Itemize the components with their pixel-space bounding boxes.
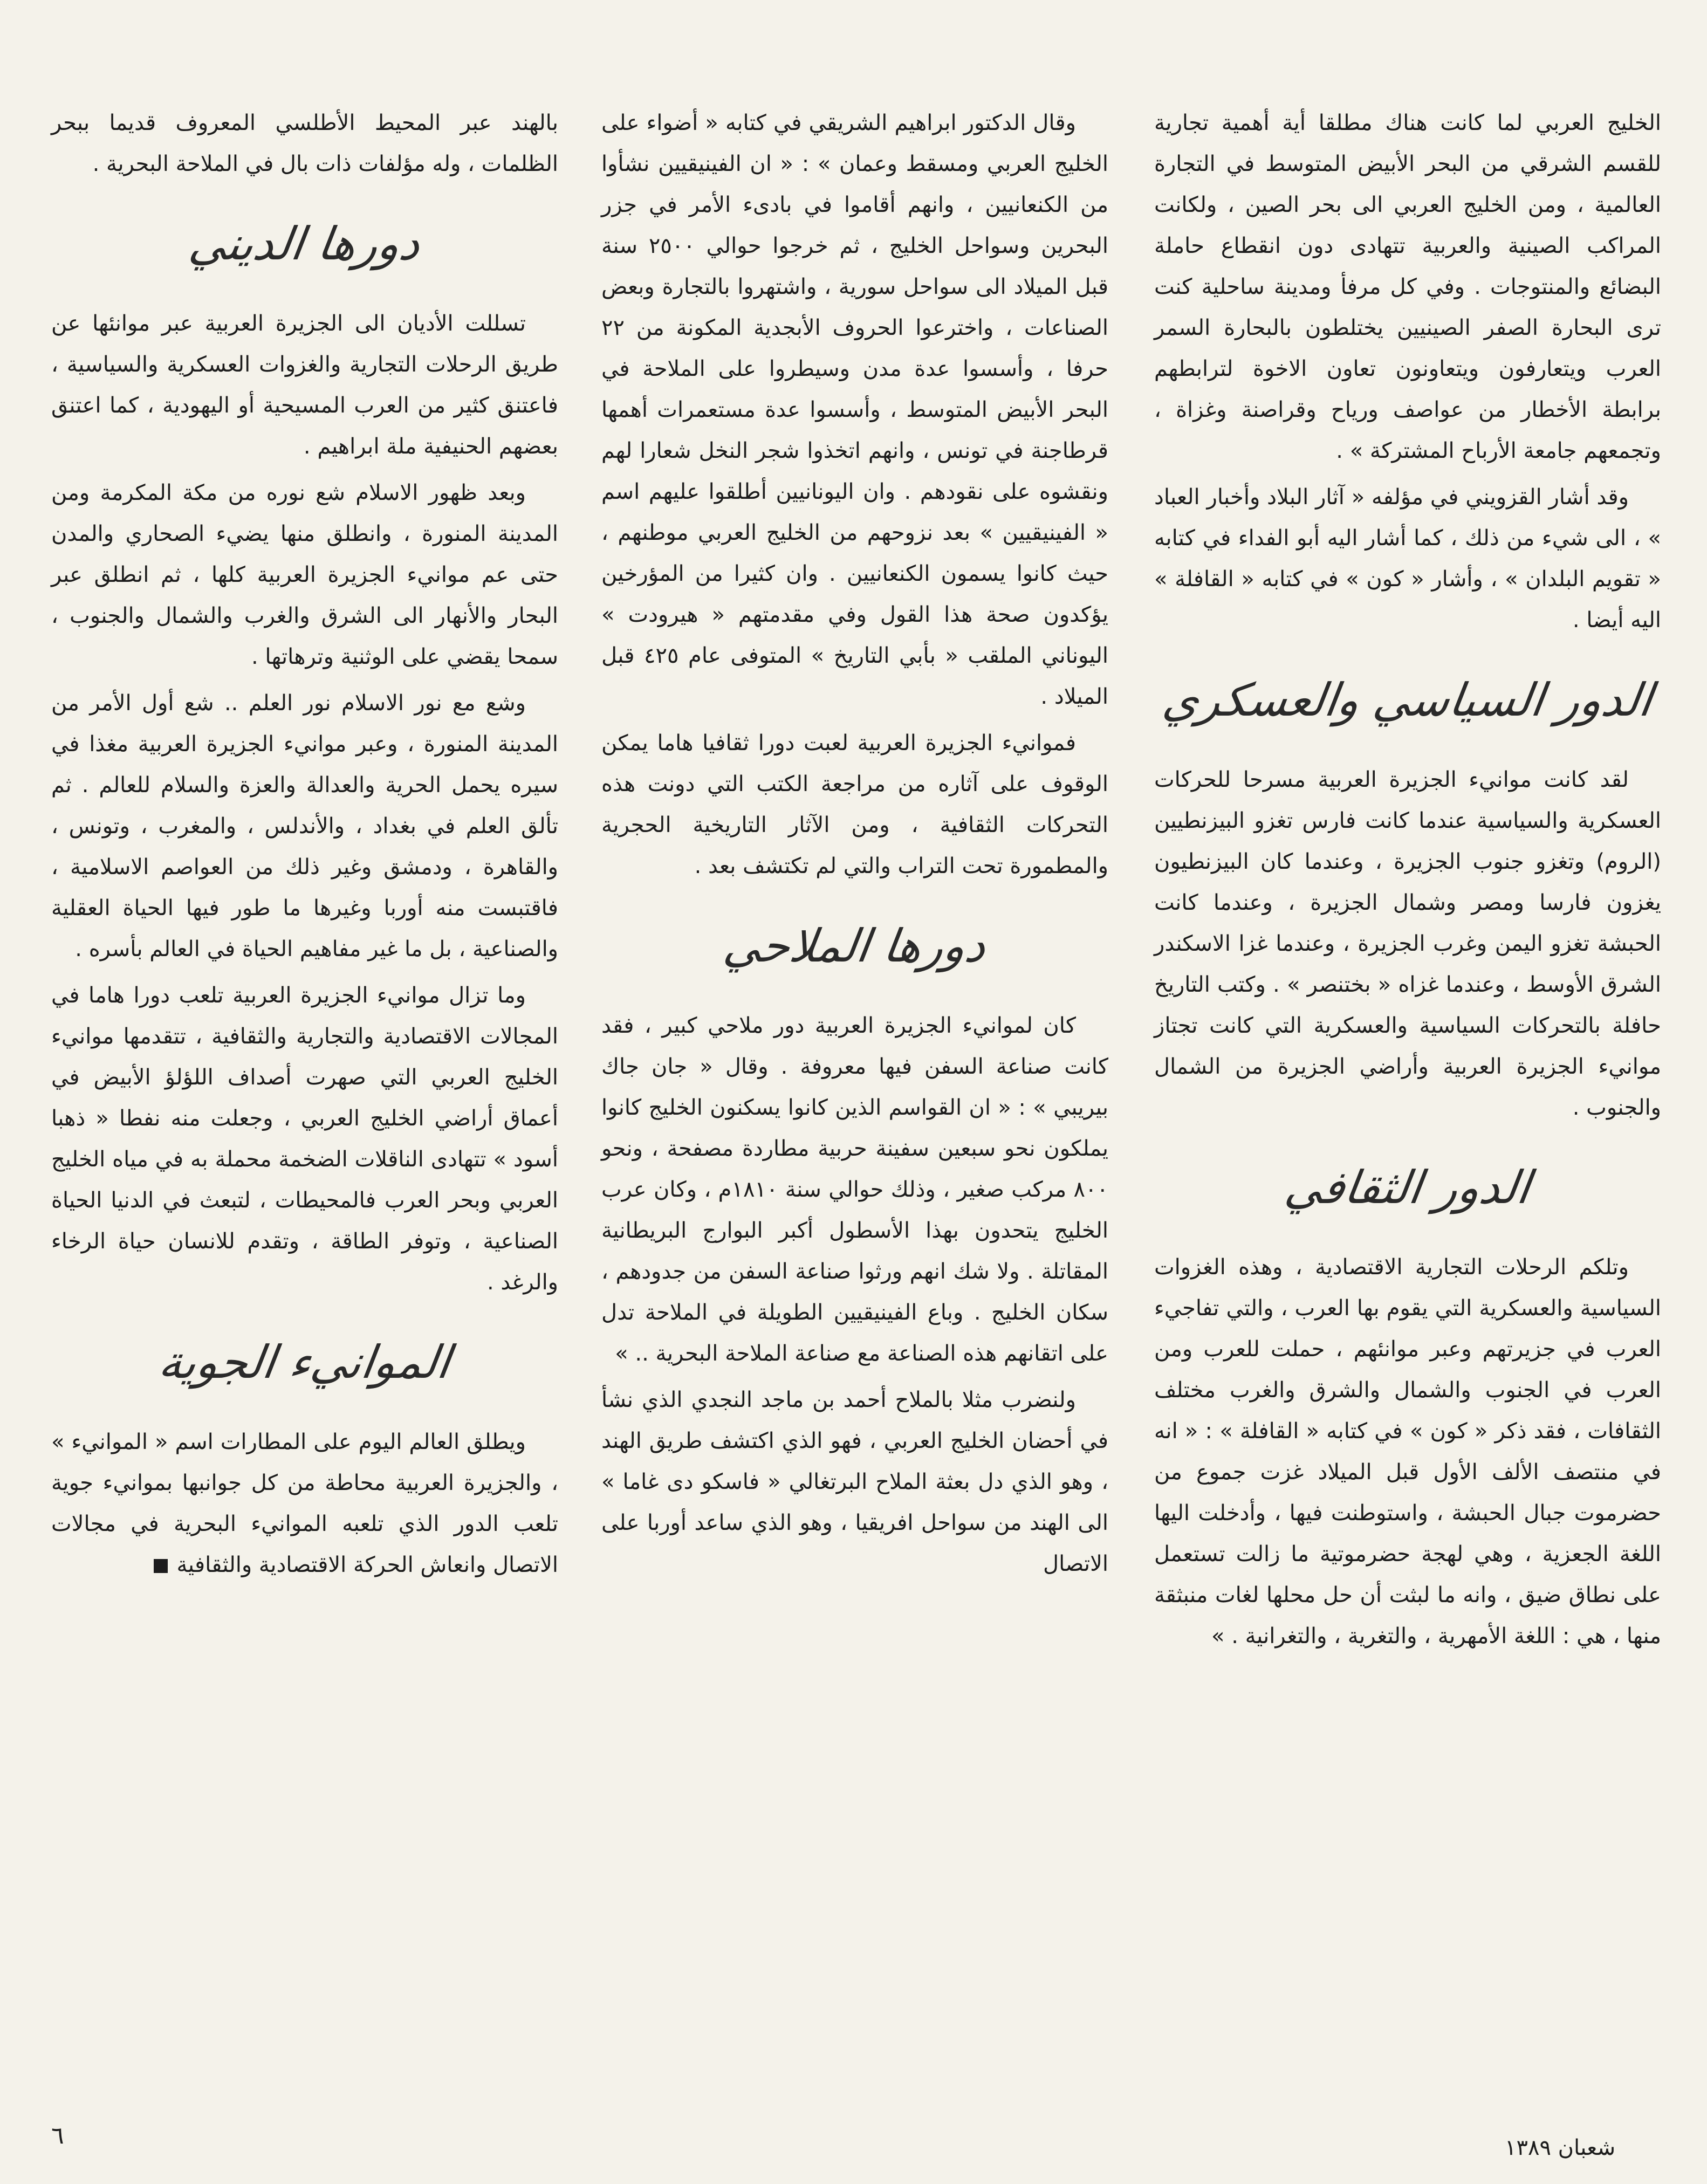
- paragraph: وشع مع نور الاسلام نور العلم .. شع أول الأمر من المدينة المنورة ، وعبر موانيء الجزيرة العربية مغذا في سيره يحمل الحرية والعدالة والعزة والسلام للعالم . ثم تألق العلم في بغداد ، والأندلس ، والمغرب ، وتونس ، والقاهرة ، ودمشق وغير ذلك من العواصم الاسلامية ، فاقتبست منه أوربا وغيرها ما طور فيها الحياة العقلية والصناعية ، بل ما غير مفاهيم الحياة في العالم بأسره .: [51, 691, 558, 961]
- paragraph: الخليج العربي لما كانت هناك مطلقا أية أهمية تجارية للقسم الشرقي من البحر الأبيض المتوسط في التجارة العالمية ، ومن الخليج العربي الى بحر الصين ، ولكانت المراكب الصينية والعربية تتهادى دون انقطاع حاملة البضائع والمنتوجات . وفي كل مرفأ ومدينة ساحلية كنت ترى البحارة الصفر الصينيين يختلطون بالبحارة السمر العرب ويتعارفون ويتعاونون تعاون الاخوة لترابطهم برابطة الأخطار من عواصف ورياح وقراصنة وغزاة ، وتجمعهم جامعة الأرباح المشتركة » .: [1154, 111, 1661, 463]
- section-heading-maritime: دورها الملاحي: [720, 919, 990, 972]
- section-heading-airports: الموانيء الجوية: [155, 1336, 454, 1389]
- section-heading-political-military: الدور السياسي والعسكري: [1160, 674, 1656, 726]
- column-right: [1154, 102, 1661, 1662]
- paragraph: كان لموانيء الجزيرة العربية دور ملاحي كبير ، فقد كانت صناعة السفن فيها معروفة . وقال « جان جاك بيريبي » : « ان القواسم الذين كانوا يسكنون الخليج كانوا يملكون نحو سبعين سفينة حربية مطاردة مصفحة ، ونحو ٨٠٠ مركب صغير ، وذلك حوالي سنة ١٨١٠م ، وكان عرب الخليج يتحدون بهذا الأسطول أكبر البوارج البريطانية المقاتلة . ولا شك انهم ورثوا صناعة السفن من جدودهم ، سكان الخليج . وباع الفينيقيين الطويلة في الملاحة تدل على اتقانهم هذه الصناعة مع صناعة الملاحة البحرية .. »: [601, 1013, 1108, 1366]
- paragraph: وقال الدكتور ابراهيم الشريقي في كتابه « أضواء على الخليج العربي ومسقط وعمان » : « ان الفينيقيين نشأوا من الكنعانيين ، وانهم أقاموا في بادىء الأمر في جزر البحرين وسواحل الخليج ، ثم خرجوا حوالي ٢٥٠٠ سنة قبل الميلاد الى سواحل سورية ، واشتهروا بالتجارة وبعض الصناعات ، واخترعوا الحروف الأبجدية المكونة من ٢٢ حرفا ، وأسسوا عدة مدن وسيطروا على الملاحة في البحر الأبيض المتوسط ، وأسسوا عدة مستعمرات أهمها قرطاجنة في تونس ، وانهم اتخذوا شجر النخل شعارا لهم ونقشوه على نقودهم . وان اليونانيين أطلقوا عليهم اسم « الفينيقيين » بعد نزوحهم من الخليج العربي موطنهم ، حيث كانوا يسمون الكنعانيين . وان كثيرا من المؤرخين يؤكدون صحة هذا القول وفي مقدمتهم « هيرودت » اليوناني الملقب « بأبي التاريخ » المتوفى عام ٤٢٥ قبل الميلاد .: [601, 111, 1108, 709]
- paragraph: [51, 1421, 558, 1585]
- section-heading-religious: دورها الديني: [186, 217, 424, 270]
- footer-date: شعبان ١٣٨٩: [1505, 2135, 1616, 2160]
- column-left: [51, 102, 558, 1591]
- page-number: ٦: [51, 2122, 64, 2149]
- paragraph: تسللت الأديان الى الجزيرة العربية عبر موانئها عن طريق الرحلات التجارية والغزوات العسكرية والسياسية ، فاعتنق كثير من العرب المسيحية أو اليهودية ، كما اعتنق بعضهم الحنيفية ملة ابراهيم .: [51, 311, 558, 459]
- paragraph: فموانيء الجزيرة العربية لعبت دورا ثقافيا هاما يمكن الوقوف على آثاره من مراجعة الكتب التي دونت هذه التحركات الثقافية ، ومن الآثار التاريخية الحجرية والمطمورة تحت التراب والتي لم تكتشف بعد .: [601, 731, 1108, 878]
- section-heading-cultural: الدور الثقافي: [1281, 1161, 1534, 1214]
- paragraph: لقد كانت موانيء الجزيرة العربية مسرحا للحركات العسكرية والسياسية عندما كانت فارس تغزو البيزنطيين (الروم) وتغزو جنوب الجزيرة ، وعندما كان البيزنطيون يغزون فارسا ومصر وشمال الجزيرة ، وعندما كانت الحبشة تغزو اليمن وغرب الجزيرة ، وعندما غزا الاسكندر الشرق الأوسط ، وعندما غزاه « بختنصر » . وكتب التاريخ حافلة بالتحركات السياسية والعسكرية التي كانت تجتاز موانيء الجزيرة العربية وأراضي الجزيرة من الشمال والجنوب .: [1154, 767, 1661, 1120]
- paragraph: بالهند عبر المحيط الأطلسي المعروف قديما ببحر الظلمات ، وله مؤلفات ذات بال في الملاحة البحرية .: [51, 111, 558, 176]
- paragraph: وبعد ظهور الاسلام شع نوره من مكة المكرمة ومن المدينة المنورة ، وانطلق منها يضيء الصحاري والمدن حتى عم موانيء الجزيرة العربية كلها ، ثم انطلق عبر البحار والأنهار الى الشرق والغرب والشمال والجنوب ، سمحا يقضي على الوثنية وترهاتها .: [51, 480, 558, 669]
- paragraph: وما تزال موانيء الجزيرة العربية تلعب دورا هاما في المجالات الاقتصادية والتجارية والثقافية ، تتقدمها موانيء الخليج العربي التي صهرت أصداف اللؤلؤ الأبيض في أعماق أراضي الخليج العربي ، وجعلت منه نفطا « ذهبا أسود » تتهادى الناقلات الضخمة محملة به في مياه الخليج العربي وبحر العرب فالمحيطات ، لتبعث في الدنيا الحياة الصناعية ، وتوفر الطاقة ، وتقدم للانسان حياة الرخاء والرغد .: [51, 983, 558, 1295]
- paragraph: وقد أشار القزويني في مؤلفه « آثار البلاد وأخبار العباد » ، الى شيء من ذلك ، كما أشار اليه أبو الفداء في كتابه « تقويم البلدان » ، وأشار « كون » في كتابه « القافلة » اليه أيضا .: [1154, 485, 1661, 633]
- paragraph-text: ويطلق العالم اليوم على المطارات اسم « الموانيء » ، والجزيرة العربية محاطة من كل جوانبها بموانيء جوية تلعب الدور الذي تلعبه الموانيء البحرية في مجالات الاتصال وانعاش الحركة الاقتصادية والثقافية: [51, 1430, 558, 1577]
- column-middle: [601, 102, 1108, 1590]
- paragraph: وتلكم الرحلات التجارية الاقتصادية ، وهذه الغزوات السياسية والعسكرية التي يقوم بها العرب ، والتي تفاجيء العرب في جزيرتهم وعبر موانئهم ، حملت للعرب ومن العرب في الجنوب والشمال والشرق والغرب مختلف الثقافات ، فقد ذكر « كون » في كتابه « القافلة » : « انه في منتصف الألف الأول قبل الميلاد غزت جموع من حضرموت جبال الحبشة ، واستوطنت فيها ، وأدخلت اليها اللغة الجعزية ، وهي لهجة حضرموتية ما زالت تستعمل على نطاق ضيق ، وانه ما لبثت أن حل محلها لغات منبثقة منها ، هي : اللغة الأمهرية ، والتغرية ، والتغرانية . »: [1154, 1255, 1661, 1649]
- end-of-article-mark: [154, 1559, 168, 1573]
- paragraph: ولنضرب مثلا بالملاح أحمد بن ماجد النجدي الذي نشأ في أحضان الخليج العربي ، فهو الذي اكتشف طريق الهند ، وهو الذي دل بعثة الملاح البرتغالي « فاسكو دى غاما » الى الهند من سواحل افريقيا ، وهو الذي ساعد أوربا على الاتصال: [601, 1388, 1108, 1576]
